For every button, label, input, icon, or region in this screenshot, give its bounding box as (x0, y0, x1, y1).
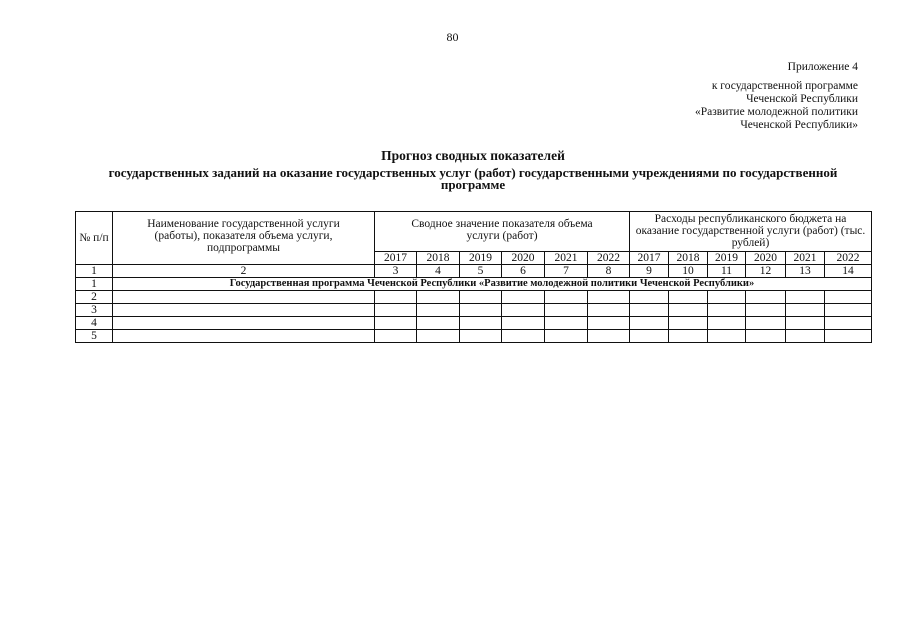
table-row (76, 330, 872, 343)
year-cell: 2018 (417, 252, 460, 265)
col-number: 6 (502, 265, 545, 278)
col-number: 7 (545, 265, 588, 278)
appendix-line: «Развитие молодежной политики (695, 106, 858, 118)
header-volume-group: Сводное значение показателя объема услуги (работ) (375, 212, 630, 252)
col-number: 8 (588, 265, 630, 278)
year-cell: 2021 (786, 252, 825, 265)
year-cell: 2022 (825, 252, 872, 265)
appendix-heading: Приложение 4 (787, 61, 858, 73)
row-number: 2 (76, 291, 113, 304)
year-cell: 2018 (669, 252, 708, 265)
col-number: 5 (460, 265, 502, 278)
col-number: 14 (825, 265, 872, 278)
table-row (76, 291, 872, 304)
appendix-line: к государственной программе (711, 80, 858, 92)
col-number: 3 (375, 265, 417, 278)
col-number: 9 (630, 265, 669, 278)
appendix-line: Чеченской Республики» (740, 119, 858, 131)
row-number: 4 (76, 317, 113, 330)
year-cell: 2017 (375, 252, 417, 265)
table-row (76, 304, 872, 317)
document-subtitle: государственных заданий на оказание государственных услуг (работ) государственными учреждениями по государственной программе (108, 165, 838, 192)
year-cell: 2022 (588, 252, 630, 265)
col-number: 1 (76, 265, 113, 278)
table-row (76, 317, 872, 330)
row-number: 3 (76, 304, 113, 317)
row-number: 5 (76, 330, 113, 343)
year-cell: 2017 (630, 252, 669, 265)
header-name: Наименование государственной услуги (работы), показателя объема услуги, подпрограммы (113, 212, 375, 265)
col-number: 10 (669, 265, 708, 278)
col-number: 11 (708, 265, 746, 278)
program-title: Государственная программа Чеченской Республики «Развитие молодежной политики Чеченской Республики» (113, 278, 872, 291)
program-row (76, 278, 872, 291)
col-number: 13 (786, 265, 825, 278)
header-budget-group: Расходы республиканского бюджета на оказание государственной услуги (работ) (тыс. рублей) (630, 212, 872, 252)
year-cell: 2020 (502, 252, 545, 265)
row-number: 1 (76, 278, 113, 291)
col-number: 4 (417, 265, 460, 278)
appendix-block (695, 61, 858, 132)
document-title: Прогноз сводных показателей (381, 148, 565, 163)
page-number: 80 (446, 30, 459, 44)
col-number: 2 (113, 265, 375, 278)
year-cell: 2021 (545, 252, 588, 265)
appendix-line: Чеченской Республики (746, 93, 858, 105)
column-number-row (76, 265, 872, 278)
indicators-table (75, 211, 872, 343)
col-number: 12 (746, 265, 786, 278)
year-cell: 2019 (708, 252, 746, 265)
year-cell: 2019 (460, 252, 502, 265)
year-cell: 2020 (746, 252, 786, 265)
header-number: № п/п (76, 212, 113, 265)
